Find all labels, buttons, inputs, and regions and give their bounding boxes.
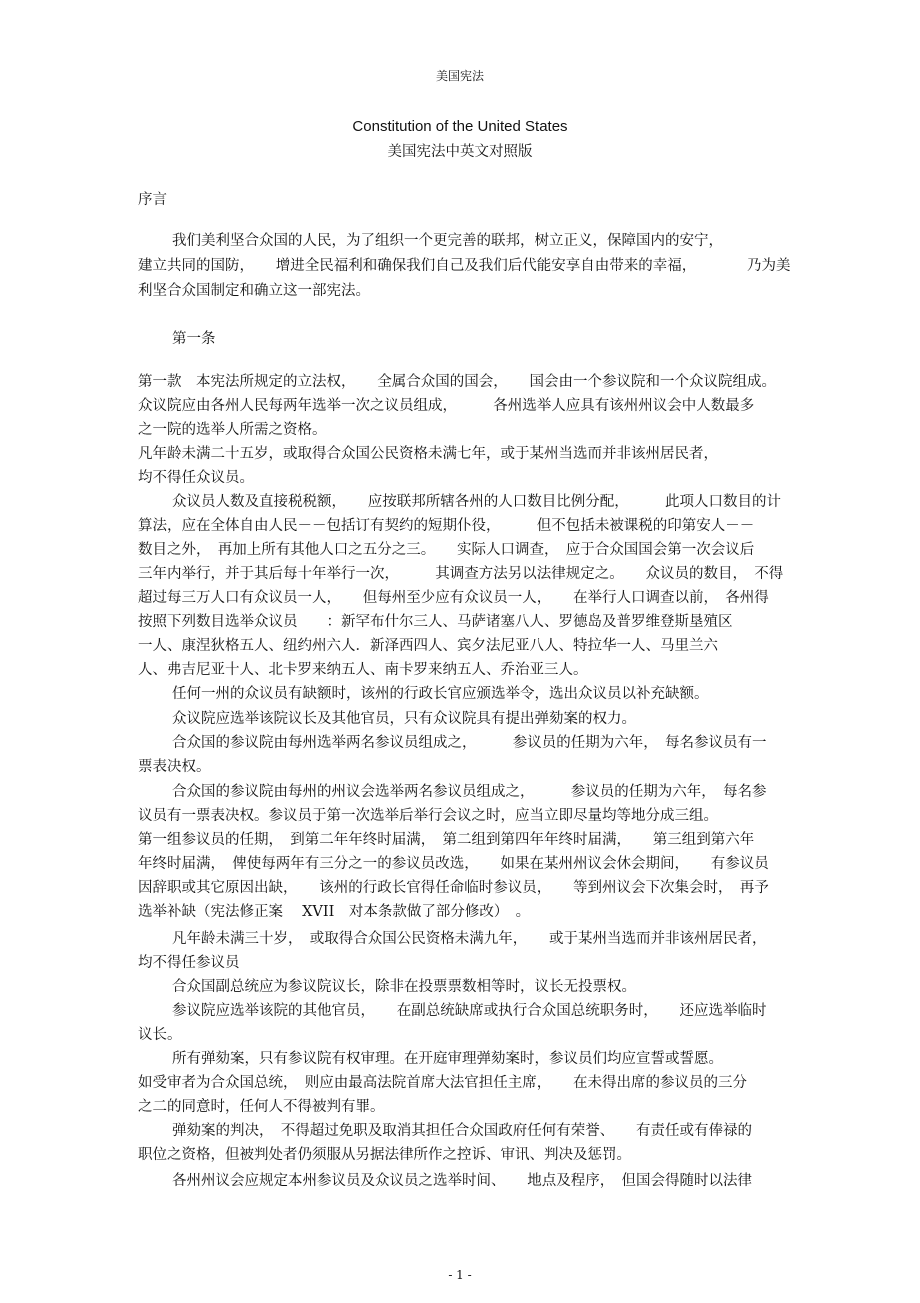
body-line: 众议院应由各州人民每两年选举一次之议员组成， 各州选举人应具有该州州议会中人数最多 (138, 398, 755, 414)
body-line: 参议院应选举该院的其他官员， 在副总统缺席或执行合众国总统职务时， 还应选举临时 (172, 1003, 767, 1019)
document-title-english: Constitution of the United States (352, 118, 568, 135)
body-line: 任何一州的众议员有缺额时，该州的行政长官应颁选举令，选出众议员以补充缺额。 (172, 686, 709, 702)
body-line: 建立共同的国防， 增进全民福利和确保我们自己及我们后代能安享自由带来的幸福， 乃为美 (138, 258, 791, 274)
body-line: 一人、康涅狄格五人、纽约州六人．新泽西四人、宾夕法尼亚八人、特拉华一人、马里兰六 (138, 638, 718, 654)
body-line: 第一组参议员的任期， 到第二年年终时届满， 第二组到第四年年终时届满， 第三组到第六年 (138, 832, 755, 848)
running-header: 美国宪法 (435, 69, 484, 83)
page-number: - 1 - (448, 1268, 472, 1282)
body-line: 三年内举行，并于其后每十年举行一次， 其调查方法另以法律规定之。 众议员的数目， 不得 (138, 566, 784, 582)
body-line: 议员有一票表决权。参议员于第一次选举后举行会议之时，应当立即尽量均等地分成三组。 (138, 808, 718, 824)
body-line: 各州州议会应规定本州参议员及众议员之选举时间、 地点及程序， 但国会得随时以法律 (172, 1173, 752, 1189)
body-line: 凡年龄未满二十五岁，或取得合众国公民资格未满七年，或于某州当选而并非该州居民者， (138, 446, 718, 462)
body-line: 议长。 (138, 1027, 182, 1043)
body-line: 合众国的参议院由每州的州议会选举两名参议员组成之， 参议员的任期为六年， 每名参 (172, 784, 767, 800)
body-line: 合众国副总统应为参议院议长，除非在投票票数相等时，议长无投票权。 (172, 979, 636, 995)
body-line: 之二的同意时，任何人不得被判有罪。 (138, 1099, 385, 1115)
body-line: 算法，应在全体自由人民－－包括订有契约的短期仆役， 但不包括未被课税的印第安人－－ (138, 518, 755, 534)
body-line: 弹劾案的判决， 不得超过免职及取消其担任合众国政府任何有荣誉、 有责任或有俸禄的 (172, 1123, 752, 1139)
body-line: 票表决权。 (138, 759, 211, 775)
body-line: 超过每三万人口有众议员一人， 但每州至少应有众议员一人， 在举行人口调查以前， 各州得 (138, 590, 769, 606)
body-line: 之一院的选举人所需之资格。 (138, 422, 327, 438)
body-line: 利坚合众国制定和确立这一部宪法。 (138, 283, 370, 299)
body-line: 按照下列数目选举众议员 ：新罕布什尔三人、马萨诸塞八人、罗德岛及普罗维登斯垦殖区 (138, 614, 733, 630)
body-line: 如受审者为合众国总统， 则应由最高法院首席大法官担任主席， 在未得出席的参议员的三分 (138, 1075, 747, 1091)
body-line: 所有弹劾案，只有参议院有权审理。在开庭审理弹劾案时，参议员们均应宣誓或誓愿。 (172, 1051, 723, 1067)
body-line: 凡年龄未满三十岁， 或取得合众国公民资格未满九年， 或于某州当选而并非该州居民者， (172, 931, 767, 947)
body-line: 均不得任众议员。 (138, 470, 254, 486)
body-line: 第一款 本宪法所规定的立法权， 全属合众国的国会， 国会由一个参议院和一个众议院组成。 (138, 374, 776, 390)
preface-heading: 序言 (138, 192, 167, 208)
article-heading: 第一条 (172, 331, 216, 347)
body-line: 众议员人数及直接税税额， 应按联邦所辖各州的人口数目比例分配， 此项人口数目的计 (172, 494, 781, 510)
body-line: 均不得任参议员 (138, 955, 240, 971)
body-line: 因辞职或其它原因出缺， 该州的行政长官得任命临时参议员， 等到州议会下次集会时， 再予 (138, 880, 769, 896)
body-line: 选举补缺（宪法修正案 XVII 对本条款做了部分修改） 。 (138, 904, 531, 920)
body-line: 数目之外， 再加上所有其他人口之五分之三。 实际人口调查， 应于合众国国会第一次会议后 (138, 542, 755, 558)
body-line: 人、弗吉尼亚十人、北卡罗来纳五人、南卡罗来纳五人、乔治亚三人。 (138, 662, 588, 678)
body-line: 众议院应选举该院议长及其他官员，只有众议院具有提出弹劾案的权力。 (172, 711, 636, 727)
body-line: 年终时届满， 俾使每两年有三分之一的参议员改选， 如果在某州州议会休会期间， 有参议员 (138, 856, 769, 872)
body-line: 合众国的参议院由每州选举两名参议员组成之， 参议员的任期为六年， 每名参议员有一 (172, 735, 767, 751)
document-title-chinese: 美国宪法中英文对照版 (387, 144, 533, 160)
body-line: 职位之资格，但被判处者仍须服从另据法律所作之控诉、审讯、判决及惩罚。 (138, 1147, 631, 1163)
body-line: 我们美利坚合众国的人民，为了组织一个更完善的联邦，树立正义，保障国内的安宁， (172, 233, 723, 249)
